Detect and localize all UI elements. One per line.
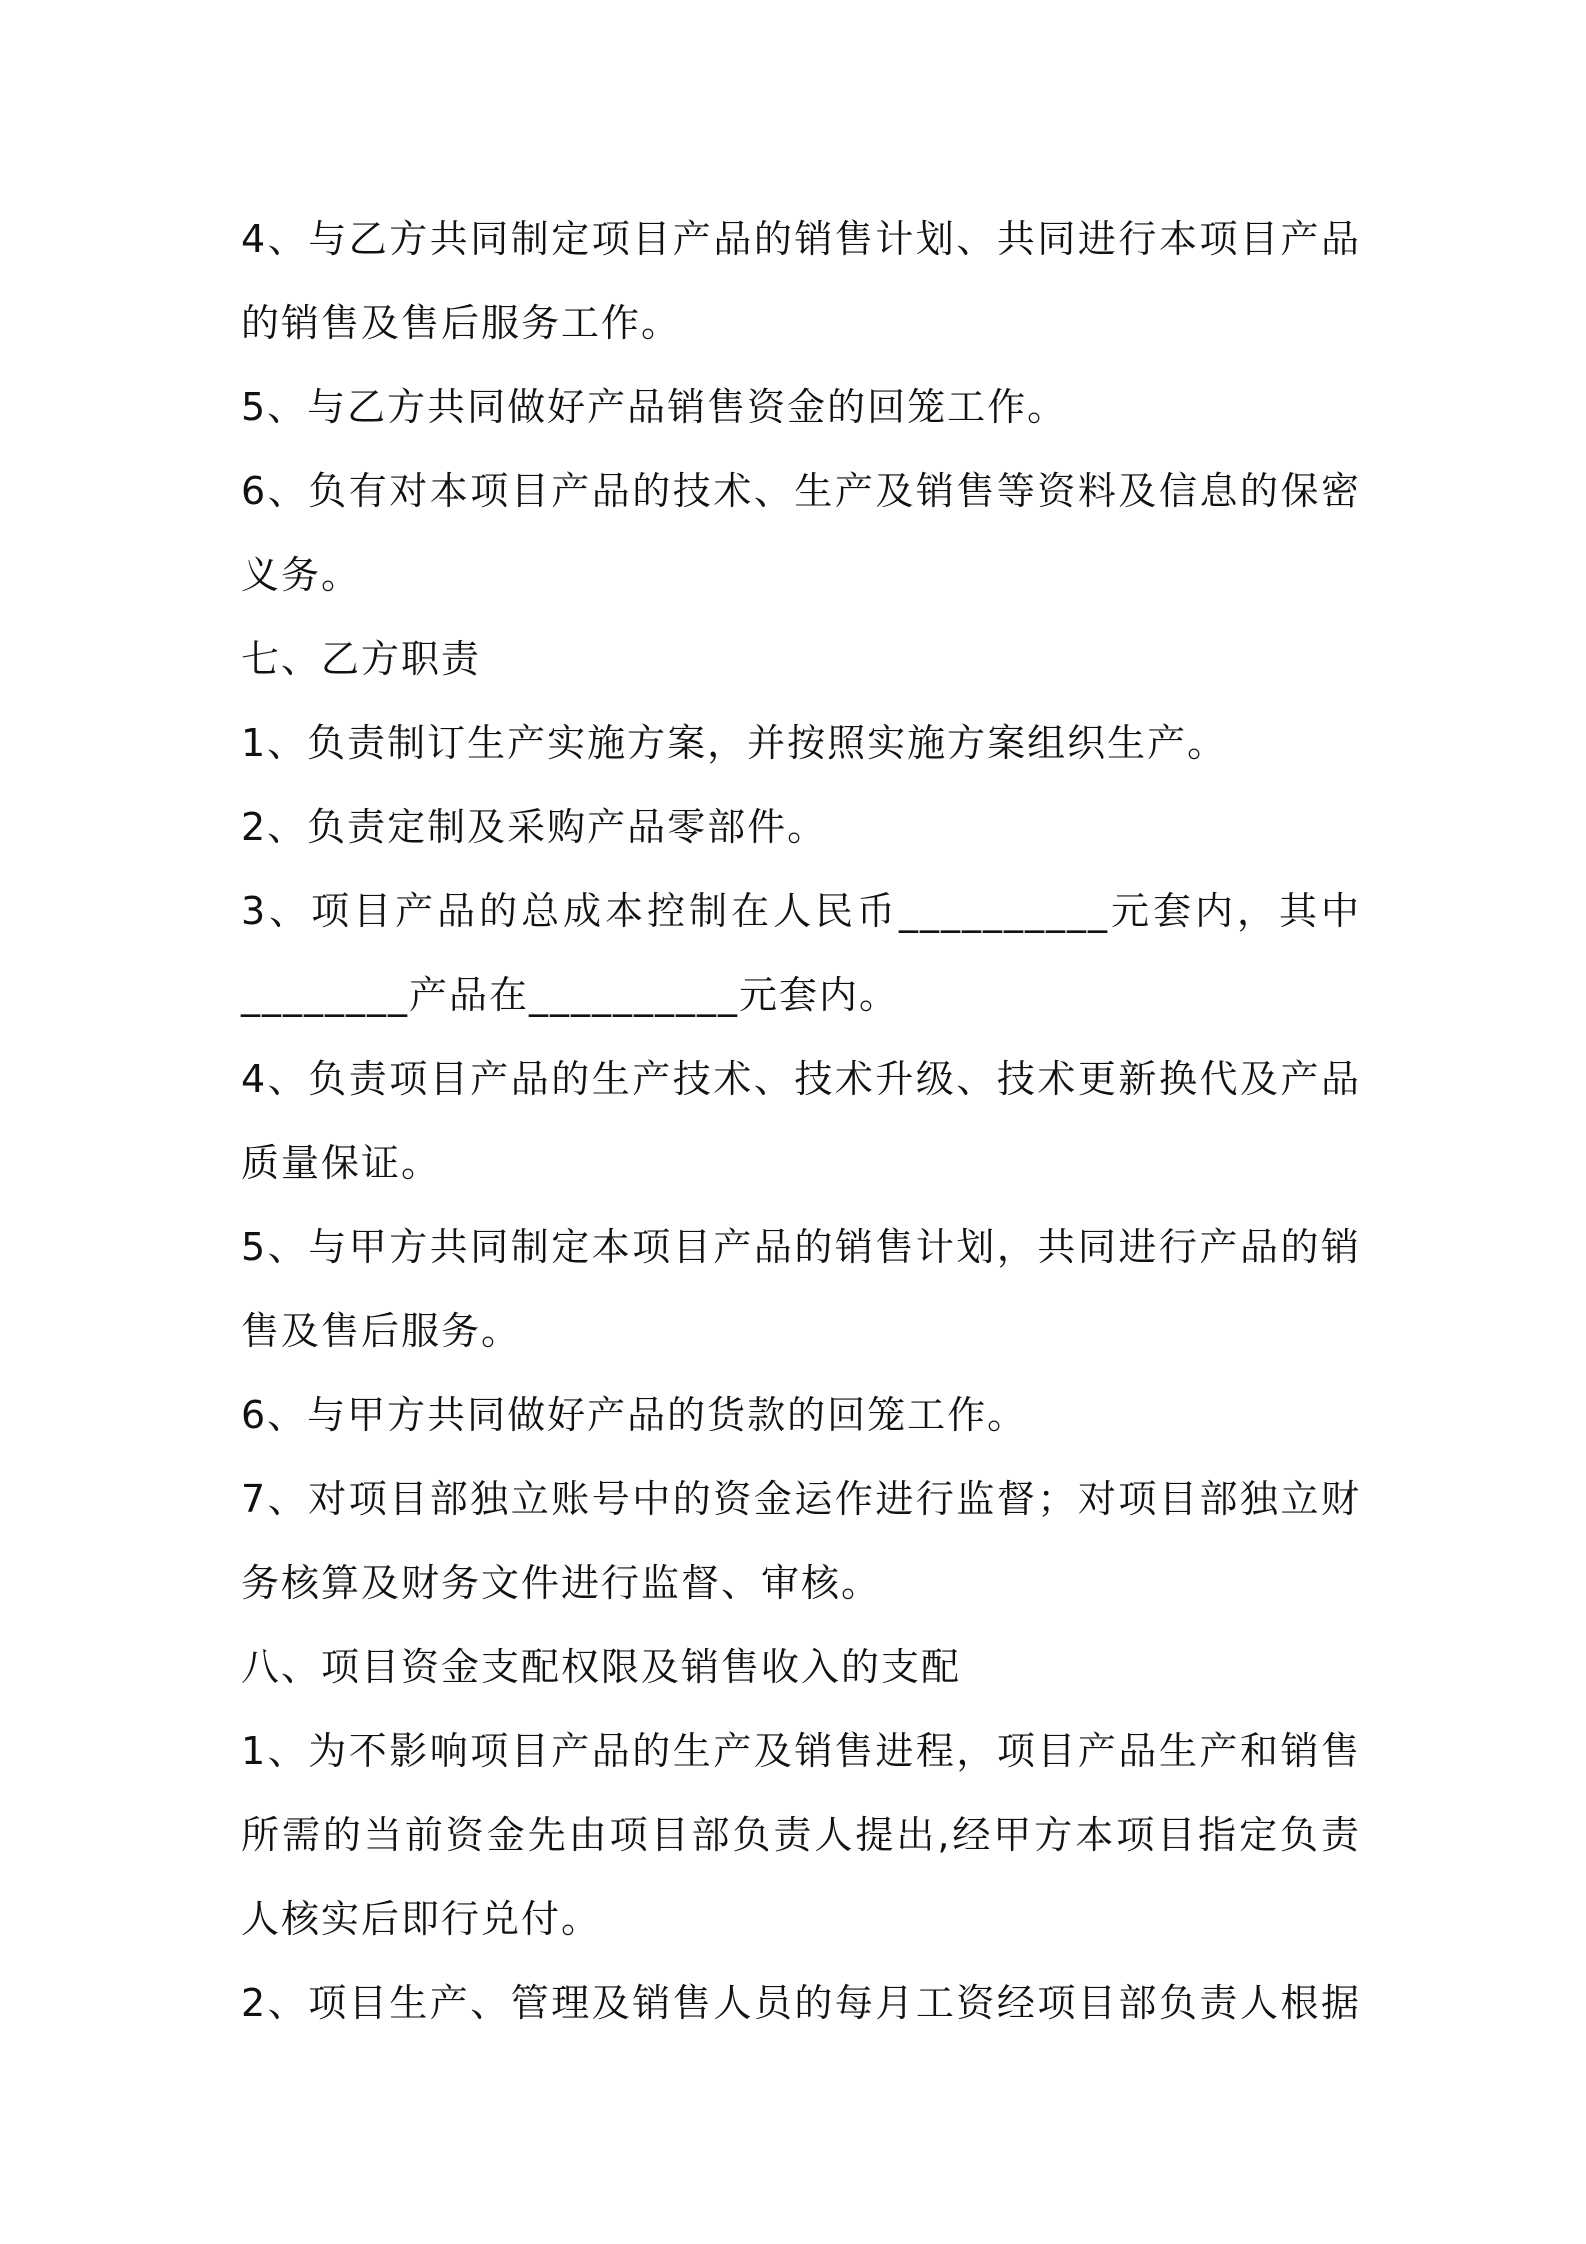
text-line: 1、为不影响项目产品的生产及销售进程，项目产品生产和销售 <box>241 1729 1361 1773</box>
text-line: 5、与甲方共同制定本项目产品的销售计划，共同进行产品的销 <box>241 1225 1361 1269</box>
text-line: ________产品在__________元套内。 <box>241 973 900 1017</box>
text-line: 2、项目生产、管理及销售人员的每月工资经项目部负责人根据 <box>241 1981 1361 2025</box>
text-line: 务核算及财务文件进行监督、审核。 <box>241 1561 882 1605</box>
section-heading: 八、项目资金支配权限及销售收入的支配 <box>241 1645 962 1689</box>
text-line: 的销售及售后服务工作。 <box>241 301 682 345</box>
text-line: 4、与乙方共同制定项目产品的销售计划、共同进行本项目产品 <box>241 217 1361 261</box>
text-line: 义务。 <box>241 553 362 597</box>
text-line: 质量保证。 <box>241 1141 442 1185</box>
text-line: 售及售后服务。 <box>241 1309 522 1353</box>
text-line: 5、与乙方共同做好产品销售资金的回笼工作。 <box>241 385 1068 429</box>
section-heading: 七、乙方职责 <box>241 637 482 681</box>
text-line: 人核实后即行兑付。 <box>241 1897 602 1941</box>
text-line: 6、负有对本项目产品的技术、生产及销售等资料及信息的保密 <box>241 469 1361 513</box>
text-line: 6、与甲方共同做好产品的货款的回笼工作。 <box>241 1393 1028 1437</box>
document-body <box>241 197 1361 2045</box>
text-line: 2、负责定制及采购产品零部件。 <box>241 805 828 849</box>
text-line: 4、负责项目产品的生产技术、技术升级、技术更新换代及产品 <box>241 1057 1361 1101</box>
text-line: 所需的当前资金先由项目部负责人提出,经甲方本项目指定负责 <box>241 1813 1361 1857</box>
text-line: 7、对项目部独立账号中的资金运作进行监督；对项目部独立财 <box>241 1477 1361 1521</box>
text-line: 3、项目产品的总成本控制在人民币__________元套内，其中 <box>241 889 1361 933</box>
text-line: 1、负责制订生产实施方案，并按照实施方案组织生产。 <box>241 721 1228 765</box>
